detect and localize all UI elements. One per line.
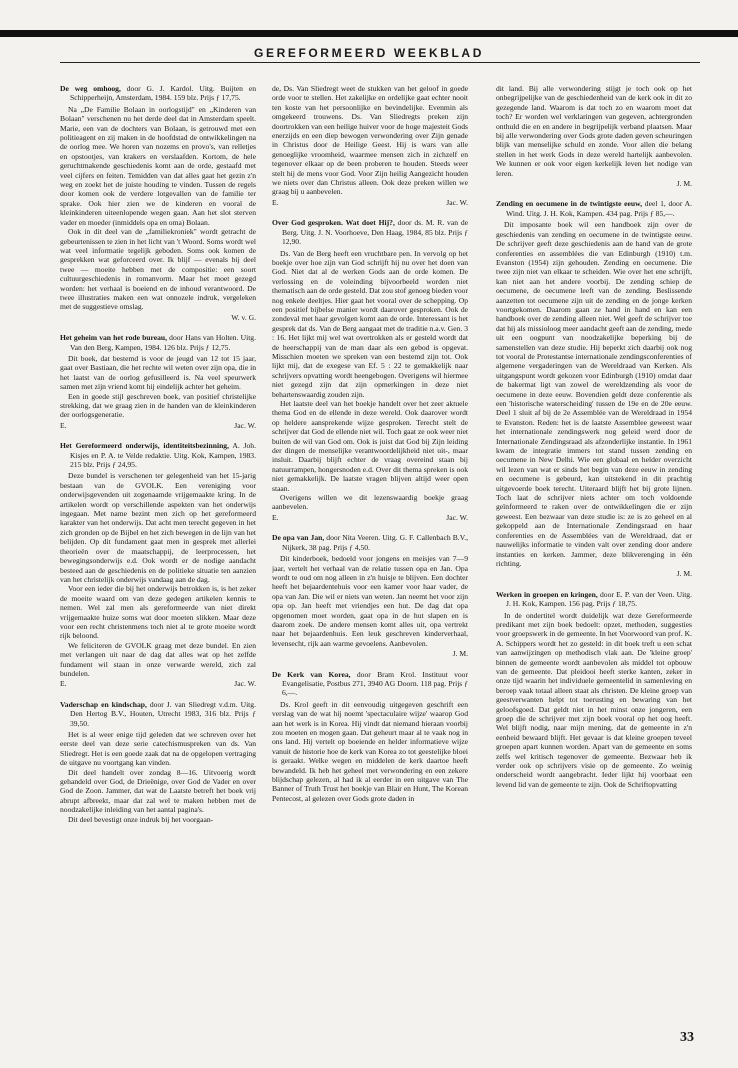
review-paragraph: Een in goede stijl geschreven boek, van positief christelijke strekking, dat we graag zien in de handen van de kleinkinderen der oorlogsgeneratie. bbox=[60, 391, 256, 420]
review-paragraph: Deze bundel is verschenen ter gelegenheid van het 15-jarig bestaan van de GVOLK. Een vereniging voor onderwijsgevenden uit zogenaamde vrijgemaakte kring. In de artikelen wordt op verschillende aspekten van het onderwijs ingegaan. Met name bezint men zich op het gereformeerd karakter van het onderwijs. Dat acht men terecht gegeven in het zich gronden op de Bijbel en het zich bewegen in de lijn van het belijden. Op dit fundament gaat men in gesprek met allerlei theorieën over de maatschappij, de leerprocessen, het bewegingsonderwijs e.d. Ook wordt er de nodige aandacht besteed aan de geschiedenis en de politieke situatie ten aanzien van het christelijk onderwijs vandaag aan de dag. bbox=[60, 471, 256, 584]
review-paragraph: Dit kinderboek, bedoeld voor jongens en meisjes van 7—9 jaar, vertelt het verhaal van de relatie tussen opa en Jan. Opa wordt te oud om nog alleen in z'n huisje te blijven. Een dochter heeft het bejaardentehuis voor een kamer voor haar vader, de opa van Jan. Die wil er niets van weten. Jan neemt het voor zijn opa op. Jan heeft met vriendjes een hut. De dag dat opa opgenomen moet worden, gaat opa in de hut slapen en is daarom zoek. De andere mensen komt alles uit, opa vertrekt naar het bejaardenhuis. Een leuk geschreven kinderverhaal, levensecht, rijk aan warme gevoelens. Aanbevolen. bbox=[272, 554, 468, 648]
review-title bbox=[60, 333, 256, 352]
signature-initial: E. bbox=[60, 420, 67, 430]
book-title: Over God gesproken. Wat doet Hij?, bbox=[272, 218, 395, 228]
review-entry bbox=[496, 199, 692, 578]
column-right bbox=[496, 84, 692, 1054]
review-paragraph: Het laatste deel van het boekje handelt over het zeer aktuele thema God en de ellende in deze wereld. Ook daarover wordt op heldere aansprekende wijze gesproken. Terecht stelt de schrijver dat God de ellende niet wil. Toch gaat ze ook weer niet buiten de wil van God om. Ook is juist dat God bij Zijn leiding der dingen de menselijke verantwoordelijkheid niet uit-, maar insluit. Daarbij blijft echter de vraag overeind staan bij natuurrampen, hongersnoden e.d. Over dit thema spreken is ook niet gemakkelijk. De laatste vragen blijven altijd weer open staan. bbox=[272, 399, 468, 493]
book-details: deel 1, door A. Wind. Uitg. J. H. Kok, Kampen. 434 pag. Prijs ƒ 85,—. bbox=[506, 199, 692, 218]
review-entry bbox=[496, 590, 692, 790]
signature-author: Jac. W. bbox=[446, 512, 468, 522]
review-signature bbox=[60, 421, 256, 430]
review-signature bbox=[60, 313, 256, 322]
book-title: De Kerk van Korea, bbox=[272, 669, 351, 679]
book-details: door ds. M. R. van de Berg. Uitg. J. N. Voorhoeve, Den Haag, 1984, 85 blz. Prijs ƒ 12,90. bbox=[282, 218, 468, 247]
signature-initial: E. bbox=[272, 512, 279, 522]
book-details: door Hans van Holten. Uitg. Van den Berg, Kampen, 1984. 126 blz. Prijs ƒ 12,75. bbox=[70, 333, 256, 352]
signature-author: J. M. bbox=[676, 179, 692, 189]
page-number: 33 bbox=[680, 1030, 694, 1045]
review-signature bbox=[496, 179, 692, 188]
review-paragraph: We feliciteren de GVOLK graag met deze bundel. En zien met verlangen uit naar de dag dat alles wat op het zelfde fundament wil staan in onze verwarde wereld, zich zal bundelen. bbox=[60, 640, 256, 678]
book-details: door Nita Veeren. Uitg. G. F. Callenbach B.V., Nijkerk, 38 pag. Prijs ƒ 4,50. bbox=[282, 533, 468, 552]
review-title bbox=[60, 441, 256, 469]
page-header: GEREFORMEERD WEEKBLAD bbox=[254, 46, 484, 60]
signature-author: Jac. W. bbox=[446, 197, 468, 207]
review-paragraph: de, Ds. Van Sliedregt weet de stukken van het geloof in goede orde voor te stellen. Het zakelijke en ordelijke gaat echter nooit ten koste van het persoonlijke en bevindelijke. Evenmin als omgekeerd trouwens. Ds. Van Sliedregts preken zijn doortrokken van een heilige huiver voor de hoge majesteit Gods enerzijds en een diep bewogen verwondering over Zijn genade in Christus door de Heilige Geest. Hij is wars van alle genoeglijke vroomheid, waarmee mensen zich in zichzelf en tegenover elkaar op de been proberen te houden. Steeds weer stelt hij de mens voor God. Voor Zijn heilig Aangezicht houden we niets over dan Christus alleen. Ook deze preken willen we graag bij u aanbevelen. bbox=[272, 84, 468, 197]
review-title bbox=[496, 199, 692, 218]
review-title bbox=[496, 590, 692, 609]
book-details: door J. van Sliedregt v.d.m. Uitg. Den Hertog B.V., Houten, Utrecht 1983, 316 blz. Prijs ƒ 39,50. bbox=[70, 699, 256, 728]
review-paragraph: Voor een ieder die bij het onderwijs betrokken is, is het zeker de moeite waard om van deze gedegen artikelen kennis te nemen. Wel zal men als gereformeerde van niet direkt vrijgemaakte huize soms wat door moeten slikken. Maar deze voor een recht christenmens toch niet al te grote moeite wordt rijk beloond. bbox=[60, 584, 256, 641]
book-title: De weg omhoog, bbox=[60, 84, 121, 93]
review-paragraph: Dit deel bevestigt onze indruk bij het voorgaan- bbox=[68, 814, 214, 824]
column-left bbox=[60, 84, 256, 1054]
header-divider bbox=[60, 62, 700, 63]
book-details: door Bram Krol. Instituut voor Evangelisatie, Postbus 271, 3940 AG Doorn. 118 pag. Prijs ƒ 6,—. bbox=[282, 669, 468, 698]
review-paragraph: Overigens willen we dit lezenswaardig boekje graag aanbevelen. bbox=[272, 493, 468, 512]
review-paragraph: In de ondertitel wordt duidelijk wat deze Gereformeerde predikant met zijn boek bedoelt: opzet, methoden, suggesties voor groepswerk in de gemeente. In het Voorwoord van prof. K. A. Schippers wordt het zo gesteld: in dit boek treft u een schat van aanwijzingen op methodisch vlak aan. De 'kleine groep' binnen de gemeente wordt aanbevolen als middel tot opbouw van de gemeente. Dat pleidooi heeft sterke kanten, zeker in onze tijd waarin het individuele gemeentelid in samenleving en beroep vaak totaal alleen staat als christen. De kleine groep van geestverwanten helpt tot toerusting en bewaring van het geloofsgoed. Dat geldt niet in het minst onze jongeren, een groep die de schrijver met zijn boek vooral op het oog heeft. Wel blijft nodig, naar mijn mening, dat de gemeente in z'n eenheid bewaard blijft. Het gevaar is dat kleine groepen teveel groepen apart kunnen worden. Apart van de gemeente en soms zelfs wel kritisch tegenover de gemeente. Bezwaar heb ik verder ook op schrijvers visie op de gemeente. Zo weinig onderscheid wordt aangebracht. Ieder lijkt hij voorbaat een levend lid van de gemeente te zijn. Ook de Schriftopvatting bbox=[496, 610, 692, 789]
review-entry bbox=[272, 533, 468, 658]
signature-initial: E. bbox=[60, 679, 67, 689]
signature-author: Jac. W. bbox=[234, 679, 256, 689]
book-title: Het Gereformeerd onderwijs, identiteitsbezinning, bbox=[60, 441, 229, 451]
review-signature bbox=[496, 569, 692, 578]
review-paragraph: Het is al weer enige tijd geleden dat we schreven over het eerste deel van deze serie catechismuspreken van ds. Van Sliedregt. Het is een goede zaak dat na de opgelopen vertraging de uitgave nu voortgang kan vinden. bbox=[60, 730, 256, 768]
book-details: door E. P. van der Veen. Uitg. J. H. Kok, Kampen. 156 pag. Prijs ƒ 18,75. bbox=[506, 589, 692, 609]
review-paragraph: Ds. Van de Berg heeft een vruchtbare pen. In vervolg op het boekje over hoe zijn van God schrijft hij nu over het doen van God. Niet dat al de werken Gods aan de orde komen. De verlossing en de voleinding bijvoorbeeld worden niet thematisch aan de orde gesteld. Dat zou stof genoeg bieden voor nog enkele deeltjes. Hier gaat het vooral over de schepping. Op een positief bijbelse manier wordt daarover gesproken. Ook de zondeval met haar gevolgen komt aan de orde. Interessant is het gesprek dat ds. Van de Berg aangaat met de traditie n.a.v. Gen. 3 : 16. Het lijkt mij wel wat overtrokken als er gesteld wordt dat de heerschappij van de man daar als een gebod is opgevat. Misschien moeten we spreken van een bestemd zijn tot. Ook lijkt mij, dat de exegese van Ef. 5 : 22 te gemakkelijk naar schrijvers opvatting wordt heengebogen. Overigens wil hiermee niet gezegd zijn dat zijn opmerkingen in deze niet behartenswaardig zouden zijn. bbox=[272, 248, 468, 399]
review-title bbox=[272, 218, 468, 246]
review-title bbox=[272, 670, 468, 698]
signature-initial: E. bbox=[272, 197, 279, 207]
review-entry bbox=[272, 84, 468, 207]
review-paragraph: Ook in dit deel van de „familiekroniek" wordt getracht de gebeurtenissen te zien in het licht van 't Woord. Soms wordt wel wat veel informatie tegelijk geboden. Soms ook komen de gesprekken wat geforceerd over. Ik blijf — evenals bij deel twee — moeite hebben met de compositie: een soort cultuurgeschiedenis in romanvorm. Maar het moet gezegd worden: het verhaal is boeiend en de inhoud verantwoord. De twee illustraties maken een wat onnozele indruk, vergeleken met de suggestieve omslag. bbox=[60, 227, 256, 312]
book-title: Werken in groepen en kringen, bbox=[496, 589, 598, 599]
review-title bbox=[60, 84, 256, 103]
book-details: A. Joh. Kisjes en P. A. te Velde redaktie. Uitg. Kok, Kampen, 1983. 215 blz. Prijs ƒ 24,95. bbox=[70, 441, 256, 470]
review-signature bbox=[272, 649, 468, 658]
book-title: Vaderschap en kindschap, bbox=[60, 699, 147, 709]
column-middle bbox=[272, 84, 468, 1054]
review-paragraph: Ds. Krol geeft in dit eenvoudig uitgegeven geschrift een verslag van de wat hij noemt 'spectaculaire wijze' waarop God aan het werk is in Korea. Hij vindt dat niemand hieraan voorbij zou moeten en mogen gaan. Dat geheurt maar al te vaak nog in ons land. Hij vertelt op boeiende en helder informatieve wijze vanuit de historie hoe de kerk van Korea zo tot geestelijke bloei is geraakt. Welke wegen en middelen de kerk daartoe heeft bewandeld. Ik heb het geheel met verwondering en een zekere blijdschap gelezen, al had ik al eerder in een uitgave van The Banner of Truth Trust het boekje van Blair en Hunt, The Korean Pentecost, al gelezen over Gods grote daden in bbox=[272, 699, 468, 803]
top-rule bbox=[0, 30, 738, 37]
book-title: Het geheim van het rode bureau, bbox=[60, 333, 168, 343]
review-signature bbox=[60, 679, 256, 688]
signature-author: W. v. G. bbox=[231, 312, 256, 322]
review-paragraph: dit land. Bij alle verwondering stijgt je toch ook op het onbegrijpelijke van de geschiedenheid van de kerk ook in dit zo gezegende land. Waarom is dat toch zo en waarom moet dat toch? Er worden wel verklaringen van gegeven, achtergronden onthuld die en en andere in begrijpelijk verband plaatsen. Maar bij alle verwondering over Gods grote daden geven scheuringen blijk van menselijke schuld en zonde. Voor allen die belang stellen in het werk Gods in deze wereld hartelijk aanbevolen. We kunnen er ook voor eigen kerkelijk leven het nodige van leren. bbox=[496, 84, 692, 178]
review-signature bbox=[272, 513, 468, 522]
book-title: Zending en oecumene in de twintigste eeuw, bbox=[496, 199, 643, 209]
review-entry bbox=[60, 84, 256, 322]
review-entry bbox=[272, 670, 468, 804]
review-paragraph: Dit boek, dat bestemd is voor de jeugd van 12 tot 15 jaar, gaat over Bastiaan, die het rechte wil weten over zijn opa, die in het laatst van de oorlog gefusilleerd is. Na veel speurwerk samen met zijn vriend komt hij eindelijk achter het geheim. bbox=[60, 353, 256, 392]
review-entry bbox=[272, 218, 468, 522]
review-paragraph: Na „De Familie Bolaan in oorlogstijd" en „Kinderen van Bolaan" verschenen nu het derde deel dat in Amsterdam speelt. Marie, een van de dochters van Bolaan, is getrouwd met een politieagent en zij maken in de hoofdstad de ontwikkelingen na de oorlog mee. We horen van nozems en provo's, van relletjes en opstootjes, van krakers en verslaafden. Kortom, de hele geruchtmakende geschiedenis komt aan de orde, gestaafd met veel cijfers en feiten. Temidden van dat alles gaat het gezin z'n weg en zoekt het de juiste houding te vinden. Tussen de regels door komen ook de verdere lotgevallen van de familie ter sprake. Ook hier zien we de kinderen en vooral de kleinkinderen uiteenlopende wegen gaan. Aan het slot sterven vader en moeder (inmiddels opa en oma) Bolaan. bbox=[60, 104, 256, 227]
review-entry bbox=[60, 700, 256, 824]
signature-author: Jac. W. bbox=[234, 420, 256, 430]
review-title bbox=[272, 533, 468, 552]
review-title bbox=[60, 700, 256, 728]
review-entry bbox=[60, 441, 256, 689]
signature-author: J. M. bbox=[452, 649, 468, 659]
review-entry bbox=[60, 333, 256, 430]
book-title: De opa van Jan, bbox=[272, 533, 325, 543]
book-details: door G. J. Kardol. Uitg. Buijten en Schipperheijn, Amsterdam, 1984. 159 blz. Prijs ƒ 17,75. bbox=[70, 84, 256, 103]
review-entry bbox=[496, 84, 692, 188]
review-paragraph: Dit imposante boek wil een handboek zijn over de geschiedenis van zending en oecumene in de twintigste eeuw. De schrijver geeft deze geschiedenis aan de hand van de grote conferenties en assemblées die van Edinburgh (1910) t.m. Evanston (1954) zijn gehouden. Zending en oecumene. Die twee zijn niet van elkaar te scheiden. Wie over het ene schrijft, kan niet aan het andere voorbij. De zending schiep de oecumene, de oecumene leeft van de zending. Beslissende aanzetten tot oecumene zijn uit de zending en de jonge kerken voortgekomen. Daarom gaan ze hand in hand en kan een handboek over de zending alleen niet. Wel geeft de schrijver toe dat hij als missioloog meer aandacht geeft aan de zending, mede uit een oogpunt van noodzakelijke beperking bij de samenstellen van deze studie. Hij beperkt zich daarbij ook nog tot vooral de Protestantse internationale zendingsconferenties of algemene vergaderingen van de Wereldraad van Kerken. Als uitgangspunt wordt gekozen voor Edinburgh (1910) omdat daar de bakermat ligt van zowel de wereldzending als voor de oecumene in deze eeuw. Bovendien geldt deze conferentie als een 'historische waterscheiding' tussen de 19e en de 20e eeuw. Deel 1 sluit af bij de 2e Assemblée van de Wereldraad in 1954 te Evanston. Reden: het is de laatste Assemblee geweest waar het internationale zendingswerk nog geleid werd door de Internationale Zendingsraad als afzonderlijke instantie. In 1961 kwam de integratie immers tot stand tussen zending en oecumene in New Delhi. Wie een globaal en helder overzicht wil lezen van wat er sinds het begin van deze eeuw in zending en oecumene is gebeurd, kan uitstekend in dit prachtig uitgevoerde boek terecht. Uiteraard blijft het bij grote lijnen. Toch laat de schrijver niets achter om toch voldoende geïnformeerd te raken over de ontwikkelingen die er zijn geweest. Een bezwaar van deze studie is: ze is zo geheel en al gekoppeld aan de Internationale Zendingsraad en haar conferenties en de Assemblées van de Wereldraad, dat er nauwelijks informatie te vinden valt over zending door andere instanties en kerken. Jammer, deze blikverenging in één richting. bbox=[496, 220, 692, 568]
review-paragraph: Dit deel handelt over zondag 8—16. Uitvoerig wordt gehandeld over God, de Drieënige, over God de Vader en over God de Zoon. Jammer, dat wat de Laatste betreft het boek vrij abrupt afbreekt, maar dat zal wel te maken hebben met de noodzakelijke inleiding van het aantal pagina's. bbox=[60, 767, 256, 815]
signature-author: J. M. bbox=[676, 569, 692, 579]
review-signature bbox=[272, 198, 468, 207]
